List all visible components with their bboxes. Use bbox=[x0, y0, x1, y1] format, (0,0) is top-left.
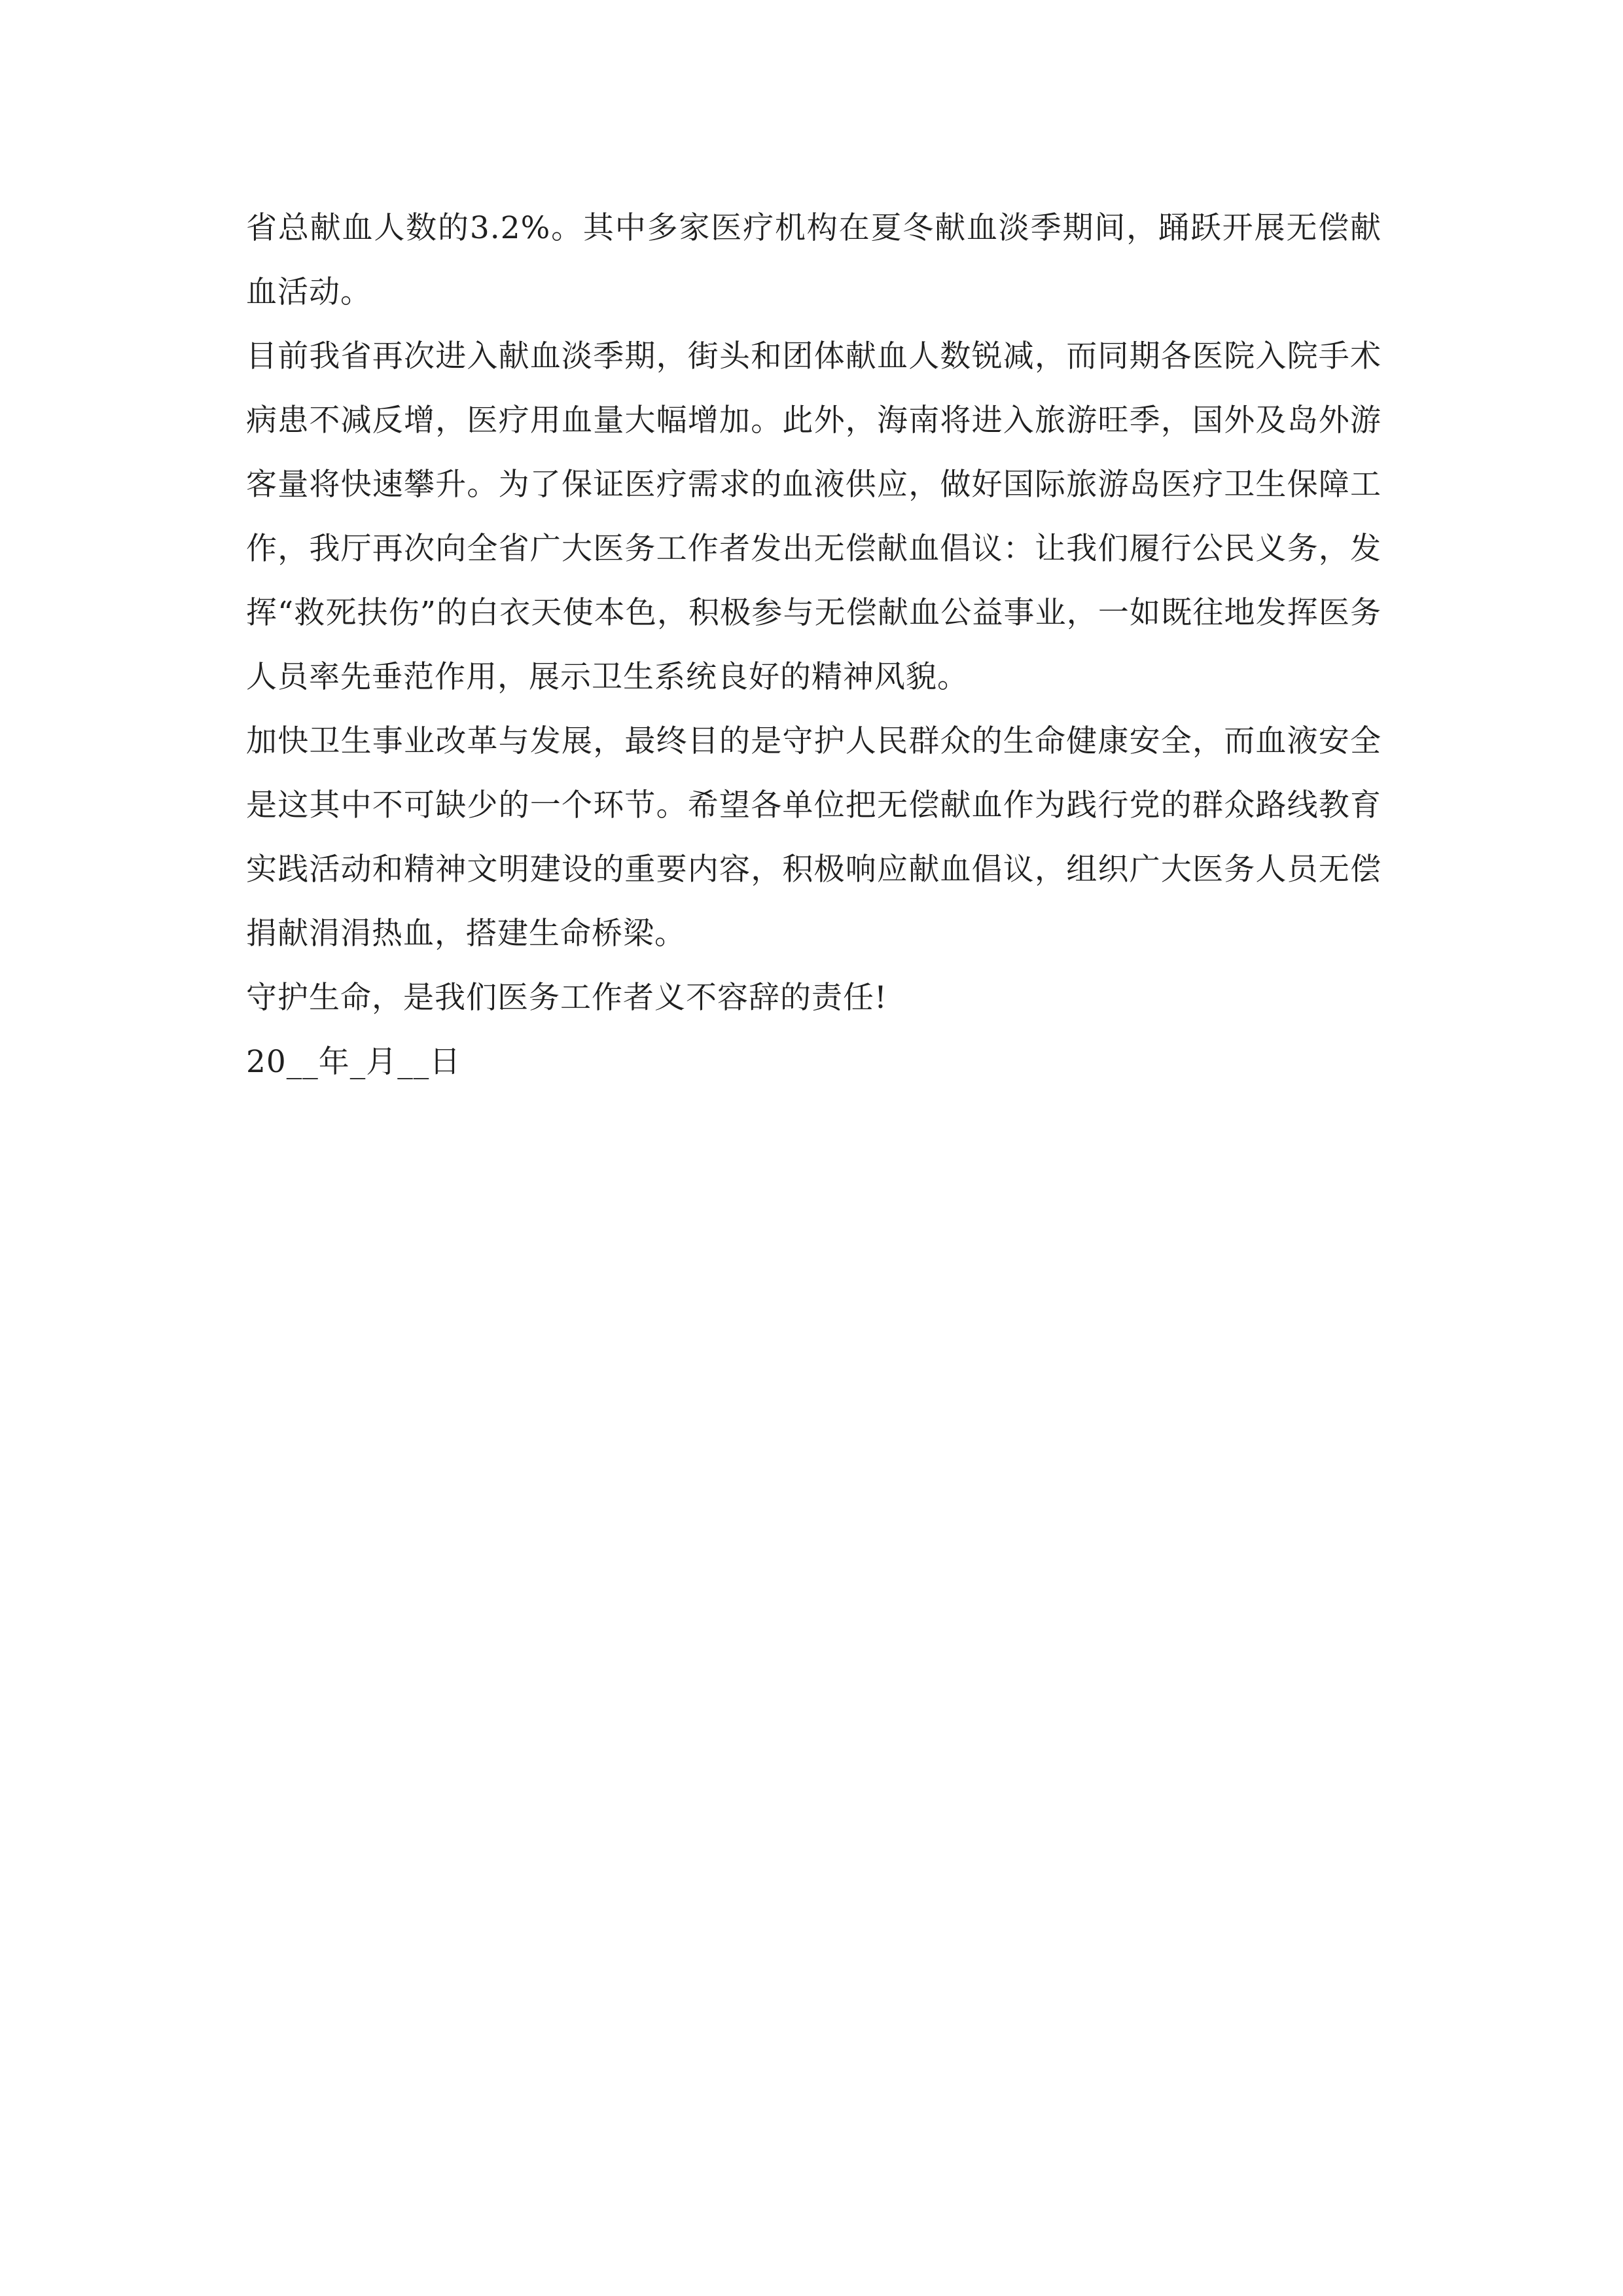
paragraph-blood-safety: 加快卫生事业改革与发展，最终目的是守护人民群众的生命健康安全，而血液安全是这其中不可缺少的一个环节。希望各单位把无偿献血作为践行党的群众路线教育实践活动和精神文明建设的重要内容，积极响应献血倡议，组织广大医务人员无偿捐献涓涓热血，搭建生命桥梁。 bbox=[246, 723, 1382, 952]
paragraph-closing-statement: 守护生命，是我们医务工作者义不容辞的责任! bbox=[246, 980, 887, 1016]
date-line: 20__年_月__日 bbox=[246, 1044, 461, 1080]
document-body bbox=[246, 196, 1382, 1094]
paragraph-donation-initiative: 目前我省再次进入献血淡季期，街头和团体献血人数锐减，而同期各医院入院手术病患不减反增，医疗用血量大幅增加。此外，海南将进入旅游旺季，国外及岛外游客量将快速攀升。为了保证医疗需求的血液供应，做好国际旅游岛医疗卫生保障工作，我厅再次向全省广大医务工作者发出无偿献血倡议：让我们履行公民义务，发挥“救死扶伤”的白衣天使本色，积极参与无偿献血公益事业，一如既往地发挥医务人员率先垂范作用，展示卫生系统良好的精神风貌。 bbox=[246, 338, 1382, 695]
paragraph-donation-statistics: 省总献血人数的3.2%。其中多家医疗机构在夏冬献血淡季期间，踊跃开展无偿献血活动。 bbox=[246, 210, 1382, 310]
